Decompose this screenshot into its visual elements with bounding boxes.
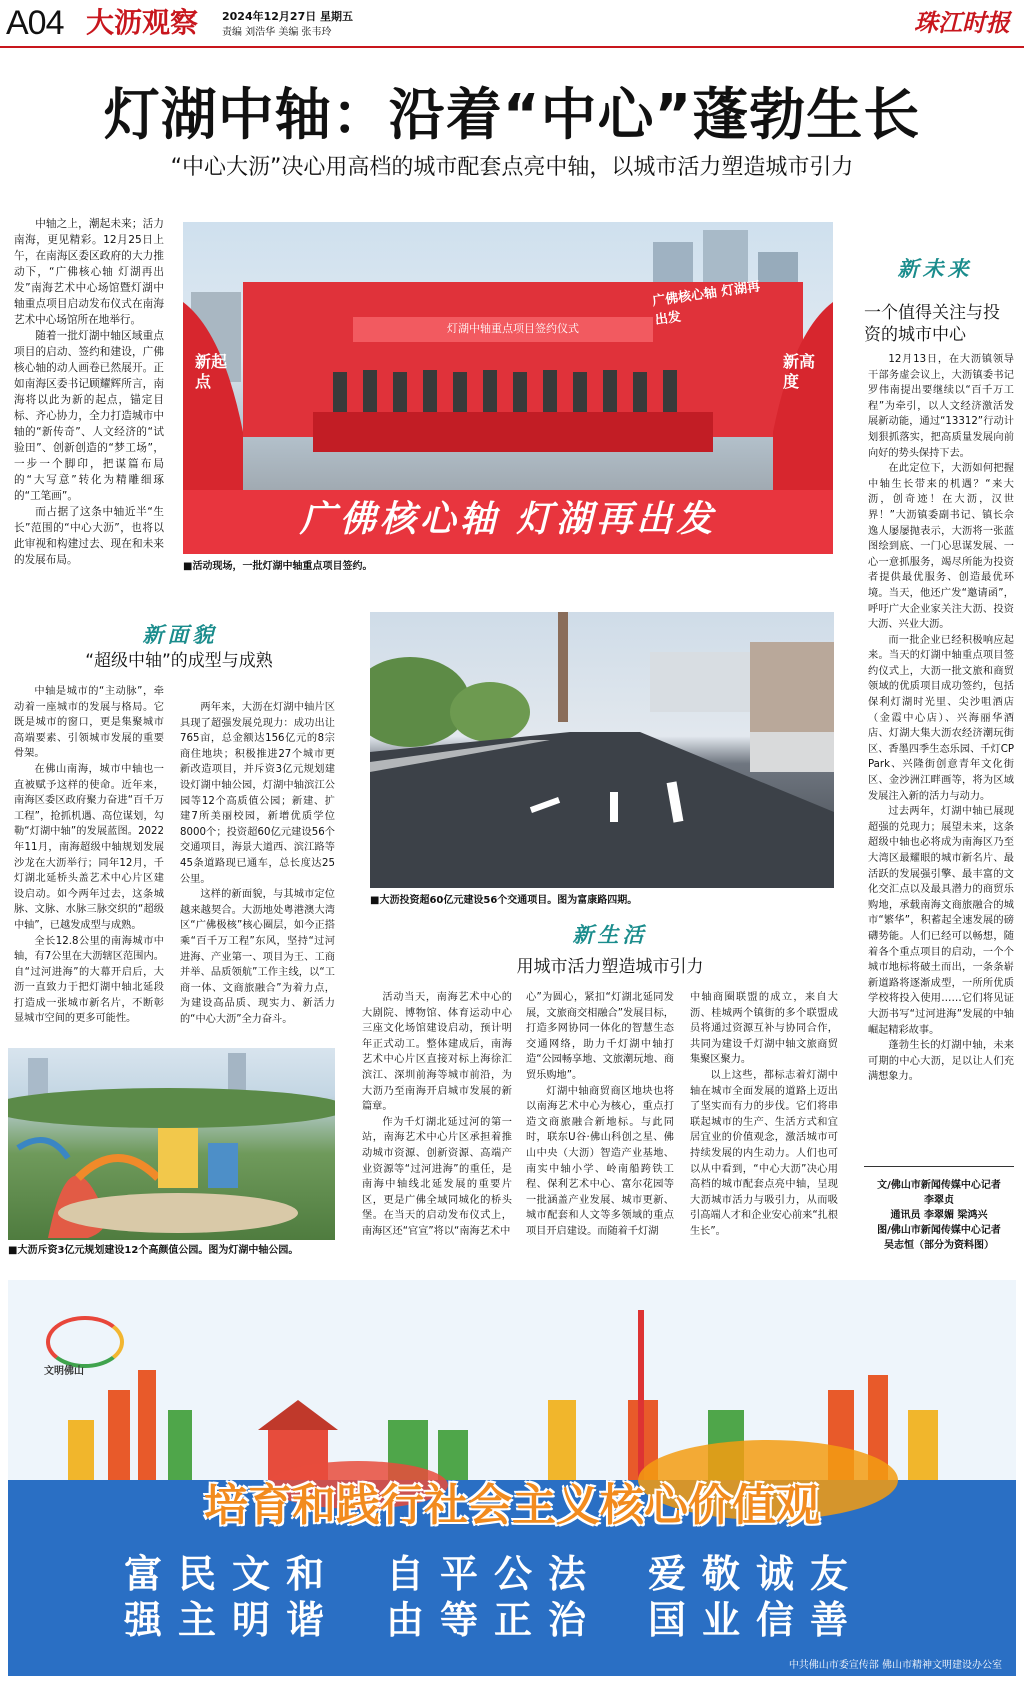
value-word-top: 诚 xyxy=(756,1551,797,1596)
paper-name: 珠江时报 xyxy=(914,8,1010,37)
value-word-top: 民 xyxy=(178,1551,219,1596)
credit-line: 通讯员 李翠媚 梁鸿兴 xyxy=(890,1210,988,1221)
lead-paragraph: 随着一批灯湖中轴区域重点项目的启动、签约和建设，广佛核心轴的动人画卷已然展开。正如南海区委书记顾耀辉所言，南海将以此为新的起点，锚定目标、齐心协力，全力打造城市中轴的“新传奇”、人文经济的“试验田”、创新创造的“梦工场”，一步一个脚印，把谋篇布局的“大写意”转化为精雕细琢的“工笔画”。 xyxy=(14,330,164,502)
credit-line: 李翠贞 xyxy=(924,1195,954,1206)
road-photo xyxy=(370,612,834,888)
value-word-top: 富 xyxy=(124,1551,165,1596)
body-paragraph: 过去两年，灯湖中轴已展现超强的兑现力；展望未来，这条超级中轴也必将成为南海区乃至大湾区最耀眼的城市新名片、最活跃的发展强引擎、最丰富的文化交汇点以及最具潜力的商贸乐购地，承载南海文商旅融合的城市“繁华”，积蓄起全速发展的磅礴势能。人们已经可以畅想，随着各个重点项目的启动，一个个城市地标将破土而出，一条条崭新道路将逐渐成型，一所所优质学校将投入使用……它们将见证大沥书写“过河进海”发展的中轴崛起精彩故事。 xyxy=(868,806,1014,1036)
banner-slogan: 培育和践行社会主义核心价值观 xyxy=(204,1480,820,1531)
value-word-bottom: 业 xyxy=(702,1597,743,1642)
section-art-title: 新面貌 xyxy=(142,622,218,647)
section-title: “超级中轴”的成型与成熟 xyxy=(85,651,273,671)
credit-line: 文/佛山市新闻传媒中心记者 xyxy=(877,1180,1001,1191)
body-paragraph: 全长12.8公里的南海城市中轴，有7公里在大沥辖区范围内。自“过河进海”的大幕开启后，大沥一直致力于把灯湖中轴北延段打造成一张城市新名片，不断彰显城市空间的更多可能性。 xyxy=(14,935,164,1025)
left-panel-text: 新起点 xyxy=(195,352,228,391)
credit-line: 图/佛山市新闻传媒中心记者 xyxy=(877,1225,1001,1236)
value-word-bottom: 强 xyxy=(124,1597,165,1642)
corner-slogan: 广佛核心轴 灯湖再出发 xyxy=(651,279,762,329)
subheadline: “中心大沥”决心用高档的城市配套点亮中轴，以城市活力塑造城市引力 xyxy=(170,155,854,180)
new-future-article xyxy=(868,352,1014,1085)
value-word-top: 爱 xyxy=(648,1551,689,1596)
editors-line: 责编 刘浩华 美编 张韦玲 xyxy=(222,27,332,38)
article-credits xyxy=(864,1178,1014,1253)
credits-divider xyxy=(864,1166,1014,1167)
value-word-bottom: 由 xyxy=(386,1597,427,1642)
body-paragraph: 心”为圆心，紧扣“灯湖北延同发展，文旅商交相融合”发展目标，打造多网协同一体化的智慧生态交通网络，助力千灯湖中轴打造“公园畅享地、文旅潮玩地、商贸乐购地”。 xyxy=(526,992,674,1081)
lead-paragraph: 而占据了这条中轴近半“生长”范围的“中心大沥”，也将以此审视和构建过去、现在和未来的发展布局。 xyxy=(14,506,164,566)
body-paragraph: 以上这些，都标志着灯湖中轴在城市全面发展的道路上迈出了坚实而有力的步伐。它们将串联起城市的生产、生活方式和宜居宜业的价值观念，激活城市可持续发展的内生动力。人们也可以从中看到，“中心大沥”决心用高档的城市配套点亮中轴，呈现大沥城市活力与吸引力，从而吸引高端人才和企业安心前来“扎根生长”。 xyxy=(690,1069,838,1237)
issue-date: 2024年12月27日 星期五 xyxy=(222,10,354,23)
body-paragraph: 中轴是城市的“主动脉”，牵动着一座城市的发展与格局。它既是城市的窗口，更是集聚城市高端要素、引领城市发展的重要骨架。 xyxy=(14,686,164,760)
new-life-column-2 xyxy=(526,990,674,1240)
value-word-top: 平 xyxy=(440,1551,481,1596)
banner-footer: 中共佛山市委宣传部 佛山市精神文明建设办公室 xyxy=(788,1660,1002,1671)
value-word-bottom: 正 xyxy=(494,1597,535,1642)
stage-title: 灯湖中轴重点项目签约仪式 xyxy=(447,322,579,335)
value-word-bottom: 治 xyxy=(548,1597,589,1642)
value-word-bottom: 善 xyxy=(810,1597,851,1642)
value-word-bottom: 信 xyxy=(756,1597,797,1642)
body-paragraph: 在此定位下，大沥如何把握中轴生长带来的机遇？“来大沥，创奇迹！在大沥，汉世界！”大沥镇委副书记、镇长佘逸人屡屡抛表示，大沥将一张蓝图绘到底、一门心思谋发展、一心一意抓服务，竭尽所能为投资者提供最优服务、创造最优环境。当天，他还广发“邀请函”，呼吁广大企业家关注大沥、投资大沥、兴业大沥。 xyxy=(868,463,1014,631)
signing-ceremony-photo xyxy=(183,222,833,554)
value-word-top: 和 xyxy=(286,1551,327,1596)
new-life-column-1 xyxy=(362,990,512,1240)
body-paragraph: 这样的新面貌，与其城市定位越来越契合。大沥地处粤港澳大湾区“广佛极核”核心圈层，如今正搭乘“百千万工程”东风，坚持“过河进海、产业第一、项目为王、工商并举、品质领航”工作主线，以“工商一体、文商旅融合”为着力点，为建设高品质、现实力、新活力的“中心大沥”全力奋斗。 xyxy=(180,889,335,1025)
value-word-top: 敬 xyxy=(702,1551,743,1596)
section-title: 用城市活力塑造城市引力 xyxy=(516,957,704,977)
new-look-column-1 xyxy=(14,684,164,1027)
value-word-top: 自 xyxy=(386,1551,427,1596)
value-word-bottom: 明 xyxy=(232,1597,273,1642)
credit-line: 吴志恒（部分为资料图） xyxy=(884,1240,994,1251)
page-number: A04 xyxy=(6,4,64,42)
right-panel-text: 新高度 xyxy=(783,352,816,391)
new-life-column-3 xyxy=(690,990,838,1240)
body-paragraph: 在佛山南海，城市中轴也一直被赋予这样的使命。近年来，南海区委区政府聚力奋进“百千万工程”，抢抓机遇、高位谋划，勾勒“灯湖中轴”的发展蓝图。2022年11月，南海超级中轴规划发展沙龙在大沥举行；同年12月，千灯湖北延桥头盖艺术中心片区建设启动。如今两年过去，这条城脉、文脉、水脉三脉交织的“超级中轴”，已越发成型与成熟。 xyxy=(14,763,164,931)
value-word-bottom: 主 xyxy=(178,1597,219,1642)
value-word-bottom: 等 xyxy=(440,1597,481,1642)
value-word-top: 法 xyxy=(548,1551,589,1596)
park-photo xyxy=(8,1048,335,1240)
body-paragraph: 中轴商圈联盟的成立，来自大沥、桂城两个镇街的多个联盟成员将通过资源互补与协同合作，共同为建设千灯湖中轴文旅商贸集聚区聚力。 xyxy=(690,992,838,1066)
body-paragraph: 12月13日，在大沥镇领导干部务虚会议上，大沥镇委书记罗伟南提出要继续以“百千万工程”为牵引，以人文经济激活发展新动能，通过“13312”行动计划狠抓落实，把高质量发展向前向好的势头保持下去。 xyxy=(868,354,1014,459)
core-values-banner xyxy=(8,1280,1016,1676)
photo-caption: ■大沥斥资3亿元规划建设12个高颜值公园。图为灯湖中轴公园。 xyxy=(8,1245,299,1256)
value-word-bottom: 国 xyxy=(648,1597,689,1642)
section-title: 一个值得关注与投资的城市中心 xyxy=(864,303,1000,345)
logo-text: 文明佛山 xyxy=(44,1366,84,1377)
value-word-bottom: 谐 xyxy=(286,1597,327,1642)
logo-ring-icon xyxy=(46,1316,124,1368)
value-word-top: 文 xyxy=(232,1551,273,1596)
body-paragraph: 作为千灯湖北延过河的第一站，南海艺术中心片区承担着推动城市资源、创新资源、高端产业资源等“过河进海”的重任，是南海中轴线北延发展的重要片区，更是广佛全域同城化的桥头堡。在当天的启动发布仪式上，南海区还“官宣”将以“南海艺术中 xyxy=(362,1116,512,1237)
lead-paragraph: 中轴之上，潮起未来；活力南海，更见精彩。12月25日上午，在南海区委区政府的大力推动下，“广佛核心轴 灯湖再出发”南海艺术中心场馆暨灯湖中轴重点项目启动发布仪式在南海艺术中心场馆所在地举行。 xyxy=(14,218,164,326)
section-name: 大沥观察 xyxy=(86,6,199,39)
value-word-top: 公 xyxy=(494,1551,535,1596)
headline: 灯湖中轴：沿着“中心”蓬勃生长 xyxy=(103,83,921,148)
body-paragraph: 两年来，大沥在灯湖中轴片区具现了超强发展兑现力：成功出让765亩，总金额达156亿元的8宗商住地块；积极推进27个城市更新改造项目，并斥资3亿元规划建设灯湖中轴公园，灯湖中轴滨江公园等12个高质值公园；新建、扩建7所美丽校园，新增优质学位8000个；投资超60亿元建设56个交通项目，海景大道西、滨江路等45条道路现已通车，总长度达25公里。 xyxy=(180,702,335,885)
photo-caption: ■大沥投资超60亿元建设56个交通项目。图为富康路四期。 xyxy=(370,895,638,906)
body-paragraph: 而一批企业已经积极响应起来。当天的灯湖中轴重点项目签约仪式上，大沥一批文旅和商贸领域的优质项目成功签约，包括保利灯湖时光里、尖沙咀酒店（金霞中心店）、兴海丽华酒店、灯湖大集大沥农经济潮玩街区、香墨四季生态乐园、千灯CP Park、兴隆街创意青年文化街区、金沙洲江畔画等，将为区域发展注入新的活力与动力。 xyxy=(868,634,1014,802)
section-art-title: 新生活 xyxy=(572,922,648,947)
body-paragraph: 灯湖中轴商贸商区地块也将以南海艺术中心为核心，重点打造文商旅融合新地标。与此同时，联东U谷·佛山科创之星、佛山中央（大沥）智造产业基地、南实中轴小学、岭南船跨铁工程、保利艺术中心、富尔花园等一批涵盖产业发展、城市更新、城市配套和人文等多领域的重点项目开启建设。而随着千灯湖 xyxy=(526,1085,674,1237)
backdrop-slogan: 广佛核心轴 灯湖再出发 xyxy=(299,498,717,540)
section-art-title: 新未来 xyxy=(897,256,973,281)
value-word-top: 友 xyxy=(810,1551,851,1596)
body-paragraph: 活动当天，南海艺术中心的大剧院、博物馆、体育运动中心三座文化场馆建设启动，预计明年正式动工。整体建成后，南海艺术中心片区直接对标上海徐汇滨江、深圳前海等城市前沿，为大沥乃至南海开启城市发展的新篇章。 xyxy=(362,992,512,1113)
new-look-column-2 xyxy=(180,700,335,1027)
masthead xyxy=(0,0,1024,48)
body-paragraph: 蓬勃生长的灯湖中轴，未来可期的中心大沥，足以让人们充满想象力。 xyxy=(868,1040,1014,1083)
lead-article xyxy=(14,216,164,568)
photo-caption: ■活动现场，一批灯湖中轴重点项目签约。 xyxy=(183,561,373,572)
